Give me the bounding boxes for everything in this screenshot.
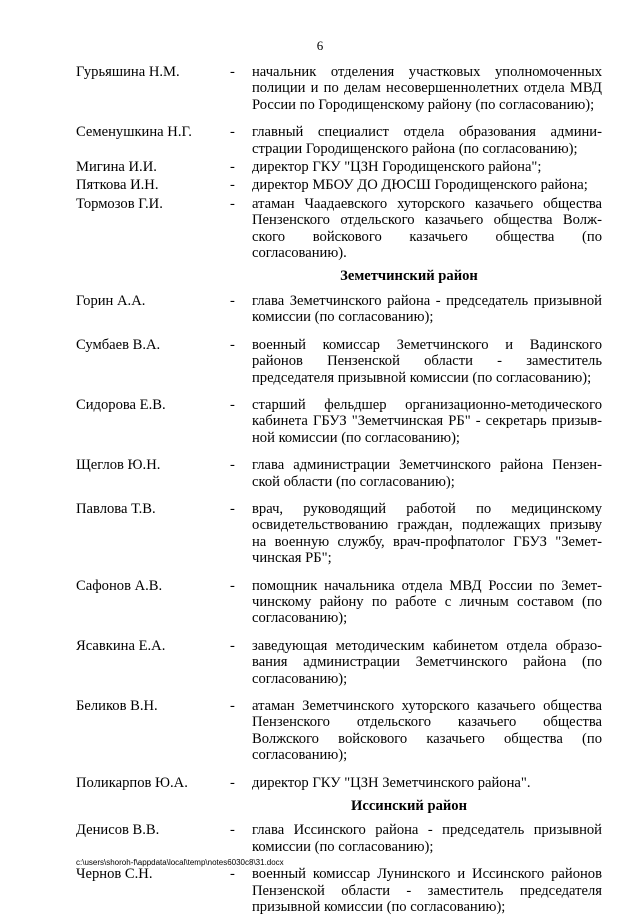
member-position: врач, руководящий работой по медицинскому освидетельствованию граждан, подлежащих призыву на военную службу, врач-профпатолог ГБУЗ "Земетчинская РБ"; xyxy=(252,500,602,567)
dash-separator: - xyxy=(230,457,235,474)
document-body xyxy=(76,64,602,915)
member-position: военный комиссар Лунинского и Иссинского районов Пензенской области - заместитель председателя призывной комиссии (по согласованию); xyxy=(252,866,602,915)
member-name: Денисов В.В. xyxy=(76,822,160,839)
dash-separator: - xyxy=(230,866,235,883)
page-number: 6 xyxy=(316,38,324,53)
member-position: глава Земетчинского района - председатель призывной комиссии (по согласованию); xyxy=(252,292,602,326)
dash-separator: - xyxy=(230,637,235,654)
member-name: Сафонов А.В. xyxy=(76,577,163,594)
member-position: директор ГКУ "ЦЗН Городищенского района"; xyxy=(252,159,542,176)
commission-list-issa xyxy=(76,822,602,915)
member-entry xyxy=(76,501,602,567)
member-name: Горин А.А. xyxy=(76,292,146,309)
member-entry xyxy=(76,337,602,386)
dash-separator: - xyxy=(230,577,235,594)
member-name: Сумбаев В.А. xyxy=(76,336,161,353)
dash-separator: - xyxy=(230,698,235,714)
dash-separator: - xyxy=(230,64,235,80)
member-entry xyxy=(76,159,602,175)
commission-list-zemetchino xyxy=(76,293,602,791)
member-position: главный специалист отдела образования администрации Городищенского района (по согласованию); xyxy=(252,124,602,157)
member-name: Семенушкина Н.Г. xyxy=(76,124,192,141)
member-position: атаман Земетчинского хуторского казачьего общества Пензенского отдельского казачьего общества Волжского войскового казачьего общества (по согласованию); xyxy=(252,698,602,764)
member-position: атаман Чаадаевского хуторского казачьего общества Пензенского отдельского казачьего общества Волжского войскового казачьего общества (по согласованию). xyxy=(252,195,602,262)
member-position: заведующая методическим кабинетом отдела образования администрации Земетчинского района (по согласованию); xyxy=(252,637,602,687)
dash-separator: - xyxy=(230,336,235,353)
file-path-footer: c:\users\shoroh-f\appdata\local\temp\notes6030c8\31.docx xyxy=(76,858,284,867)
member-name: Гурьяшина Н.М. xyxy=(76,64,180,80)
dash-separator: - xyxy=(230,822,235,839)
member-entry xyxy=(76,866,602,915)
dash-separator: - xyxy=(230,124,235,141)
member-entry xyxy=(76,638,602,687)
member-entry xyxy=(76,775,602,791)
member-position: директор МБОУ ДО ДЮСШ Городищенского района; xyxy=(252,177,588,194)
member-entry xyxy=(76,457,602,490)
member-position: глава администрации Земетчинского района Пензенской области (по согласованию); xyxy=(252,457,602,490)
member-entry xyxy=(76,196,602,262)
dash-separator: - xyxy=(230,292,235,309)
member-name: Мигина И.И. xyxy=(76,159,157,176)
member-entry xyxy=(76,578,602,627)
commission-list-gorodishche xyxy=(76,64,602,261)
member-name: Беликов В.Н. xyxy=(76,698,158,714)
member-position: помощник начальника отдела МВД России по Земетчинскому району по работе с личным составом (по согласованию); xyxy=(252,577,602,627)
member-name: Пяткова И.Н. xyxy=(76,177,159,194)
member-name: Чернов С.Н. xyxy=(76,866,153,883)
dash-separator: - xyxy=(230,396,235,413)
member-position: военный комиссар Земетчинского и Вадинского районов Пензенской области - заместитель председателя призывной комиссии (по согласованию); xyxy=(252,336,602,386)
dash-separator: - xyxy=(230,177,235,194)
member-position: начальник отделения участковых уполномоченных полиции и по делам несовершеннолетних отдела МВД России по Городищенскому району (по согласованию); xyxy=(252,64,602,113)
section-heading-issa: Иссинский район xyxy=(350,798,467,815)
member-name: Сидорова Е.В. xyxy=(76,396,166,413)
member-name: Тормозов Г.И. xyxy=(76,195,163,212)
member-name: Щеглов Ю.Н. xyxy=(76,457,161,474)
dash-separator: - xyxy=(230,774,235,791)
section-heading-zemetchino: Земетчинский район xyxy=(340,268,478,285)
member-entry xyxy=(76,124,602,157)
member-name: Павлова Т.В. xyxy=(76,500,156,517)
member-position: старший фельдшер организационно-методического кабинета ГБУЗ "Земетчинская РБ" - секретарь призывной комиссии (по согласованию); xyxy=(252,396,602,446)
member-entry xyxy=(76,177,602,193)
dash-separator: - xyxy=(230,195,235,212)
member-position: глава Иссинского района - председатель призывной комиссии (по согласованию); xyxy=(252,822,602,855)
dash-separator: - xyxy=(230,159,235,176)
member-name: Поликарпов Ю.А. xyxy=(76,774,188,791)
member-entry xyxy=(76,698,602,764)
member-entry xyxy=(76,397,602,446)
member-entry xyxy=(76,822,602,855)
member-position: директор ГКУ "ЦЗН Земетчинского района". xyxy=(252,774,531,791)
member-entry xyxy=(76,64,602,113)
member-name: Ясавкина Е.А. xyxy=(76,637,166,654)
dash-separator: - xyxy=(230,500,235,517)
member-entry xyxy=(76,293,602,326)
